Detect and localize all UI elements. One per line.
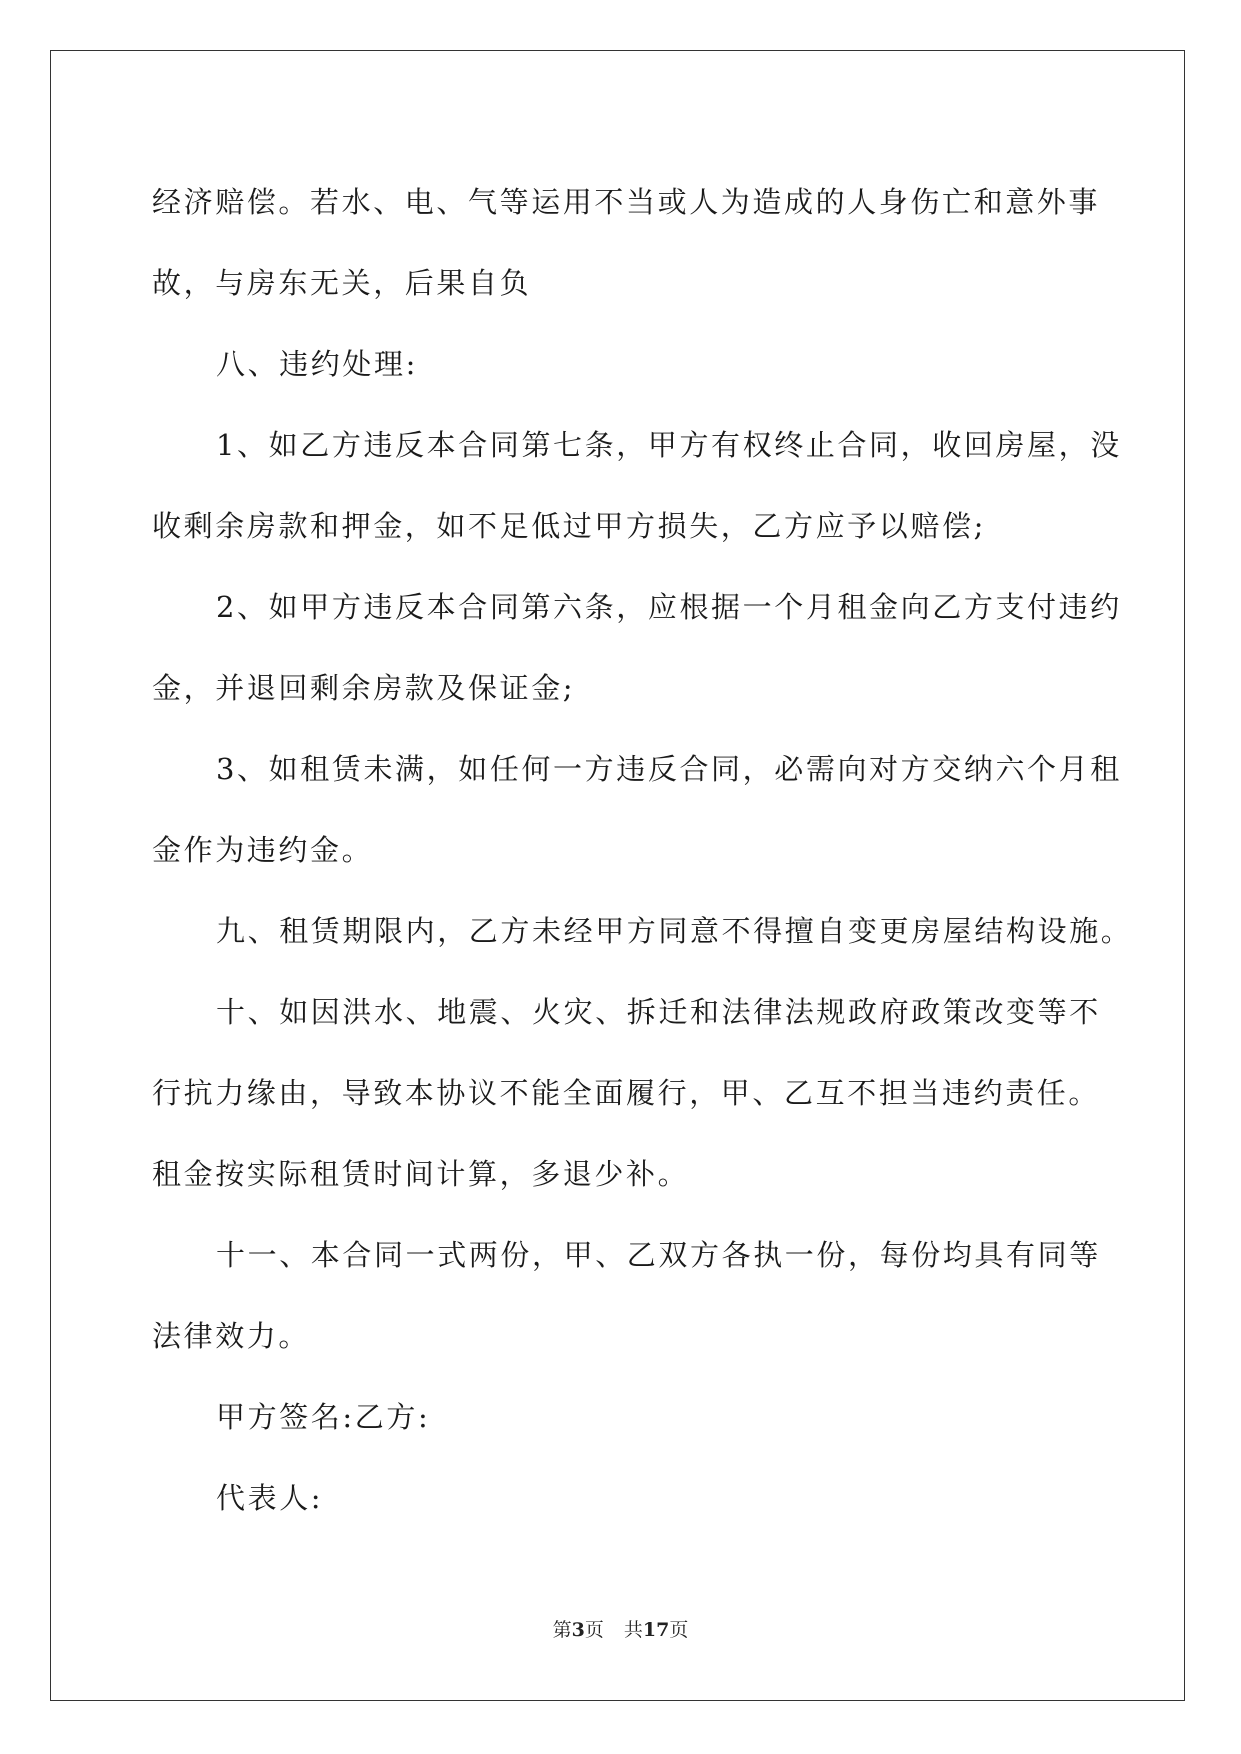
text-line: 金，并退回剩余房款及保证金; — [152, 671, 576, 705]
text-line: 法律效力。 — [152, 1319, 311, 1353]
total-pages: 17 — [642, 1619, 670, 1641]
text-line: 九、租赁期限内，乙方未经甲方同意不得擅自变更房屋结构设施。 — [216, 914, 1133, 948]
footer-total-prefix: 共 — [623, 1619, 643, 1641]
text-line: 十、如因洪水、地震、火灾、拆迁和法律法规政府政策改变等不 — [216, 995, 1101, 1029]
text-line: 2、如甲方违反本合同第六条，应根据一个月租金向乙方支付违约 — [216, 590, 1122, 624]
text-line: 经济赔偿。若水、电、气等运用不当或人为造成的人身伤亡和意外事 — [152, 185, 1101, 219]
text-line: 金作为违约金。 — [152, 833, 374, 867]
footer-total-suffix: 页 — [669, 1619, 689, 1641]
text-line: 1、如乙方违反本合同第七条，甲方有权终止合同，收回房屋，没 — [216, 428, 1122, 462]
footer-prefix: 第 — [552, 1619, 572, 1641]
text-line: 租金按实际租赁时间计算，多退少补。 — [152, 1157, 690, 1191]
text-line: 故，与房东无关，后果自负 — [152, 266, 532, 300]
text-line: 行抗力缘由，导致本协议不能全面履行，甲、乙互不担当违约责任。 — [152, 1076, 1101, 1110]
page-number: 3 — [571, 1619, 585, 1641]
signature-line: 甲方签名:乙方: — [216, 1400, 431, 1434]
text-line: 十一、本合同一式两份，甲、乙双方各执一份，每份均具有同等 — [216, 1238, 1101, 1272]
representative-line: 代表人: — [216, 1481, 324, 1515]
page-footer — [0, 1617, 1241, 1643]
document-body — [152, 162, 1133, 1539]
text-line: 3、如租赁未满，如任何一方违反合同，必需向对方交纳六个月租 — [216, 752, 1122, 786]
text-line: 八、违约处理: — [216, 347, 418, 381]
footer-page-suffix: 页 — [584, 1619, 604, 1641]
text-line: 收剩余房款和押金，如不足低过甲方损失，乙方应予以赔偿; — [152, 509, 986, 543]
